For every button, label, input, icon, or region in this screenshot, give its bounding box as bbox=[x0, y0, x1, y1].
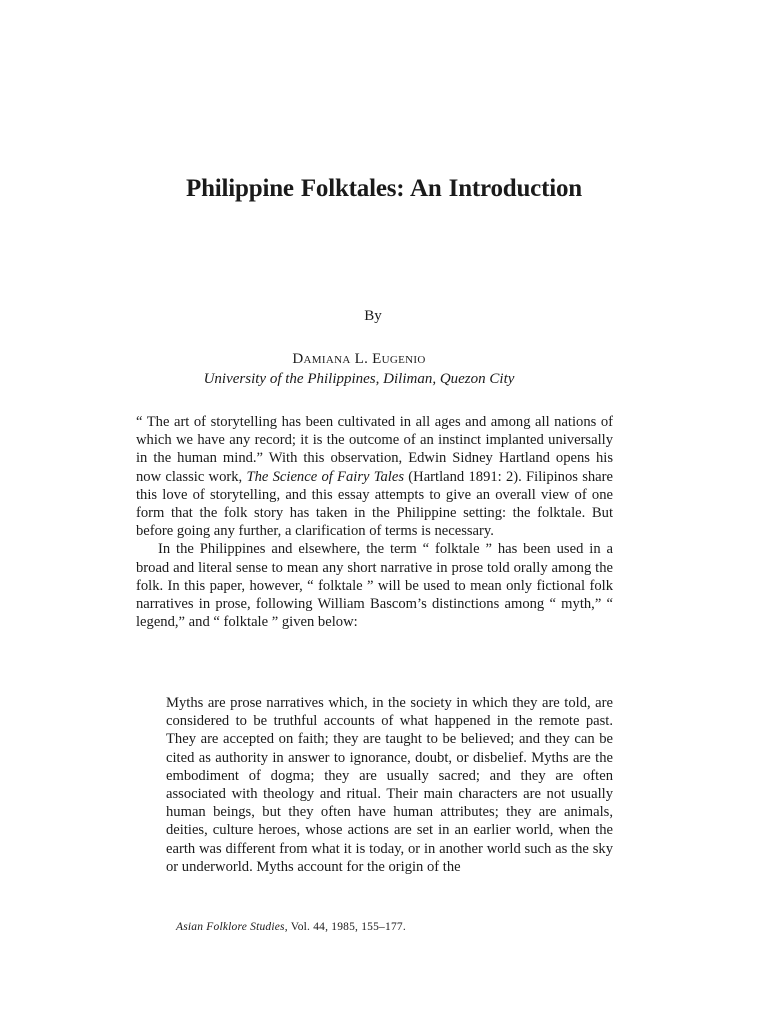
journal-citation bbox=[176, 921, 406, 933]
journal-name: Asian Folklore Studies bbox=[176, 921, 285, 933]
block-quote: Myths are prose narratives which, in the society in which they are told, are considered to be truthful accounts of what happened in the remote past. They are accepted on faith; they are taught to be believed; and they can be cited as authority in answer to ignorance, doubt, or disbelief. Myths are the embodiment of dogma; they are usually sacred; and they are often associated with theology and ritual. Their main characters are not usually human beings, but they often have human attributes; they are animals, deities, culture heroes, whose actions are set in an earlier world, when the earth was different from what it is today, or in another world such as the sky or underworld. Myths account for the origin of the bbox=[166, 695, 613, 875]
paragraph-2: In the Philippines and elsewhere, the term “ folktale ” has been used in a broad and literal sense to mean any short narrative in prose told orally among the folk. In this paper, however, “ folktale ” will be used to mean only fictional folk narratives in prose, following William Bascom’s distinctions among “ myth,” “ legend,” and “ folktale ” given below: bbox=[136, 541, 613, 631]
author-name: Damiana L. Eugenio bbox=[292, 351, 426, 367]
paragraph-1-part-1: “ The art of storytelling has been cultivated in all ages and among all nations of which we have any record; it is the outcome of an instinct implanted universally in the human mind.” With this observation, Edwin Sidney Hartland opens his now classic work, bbox=[136, 414, 613, 485]
book-title: The Science of Fairy Tales bbox=[246, 468, 405, 485]
paper-title: Philippine Folktales: An Introduction bbox=[186, 175, 582, 202]
paragraph-1-part-2: (Hartland 1891: 2). Filipinos share this love of storytelling, and this essay attempts to give an overall view of one form that the folk story has taken in the Philippine setting: the folktale. But before going any further, a clarification of terms is necessary. bbox=[136, 468, 613, 540]
paragraph-1 bbox=[136, 413, 613, 540]
byline: By bbox=[364, 308, 382, 324]
author-affiliation: University of the Philippines, Diliman, Quezon City bbox=[203, 371, 515, 387]
citation-details: , Vol. 44, 1985, 155–177. bbox=[284, 921, 406, 933]
body-text bbox=[136, 413, 613, 631]
